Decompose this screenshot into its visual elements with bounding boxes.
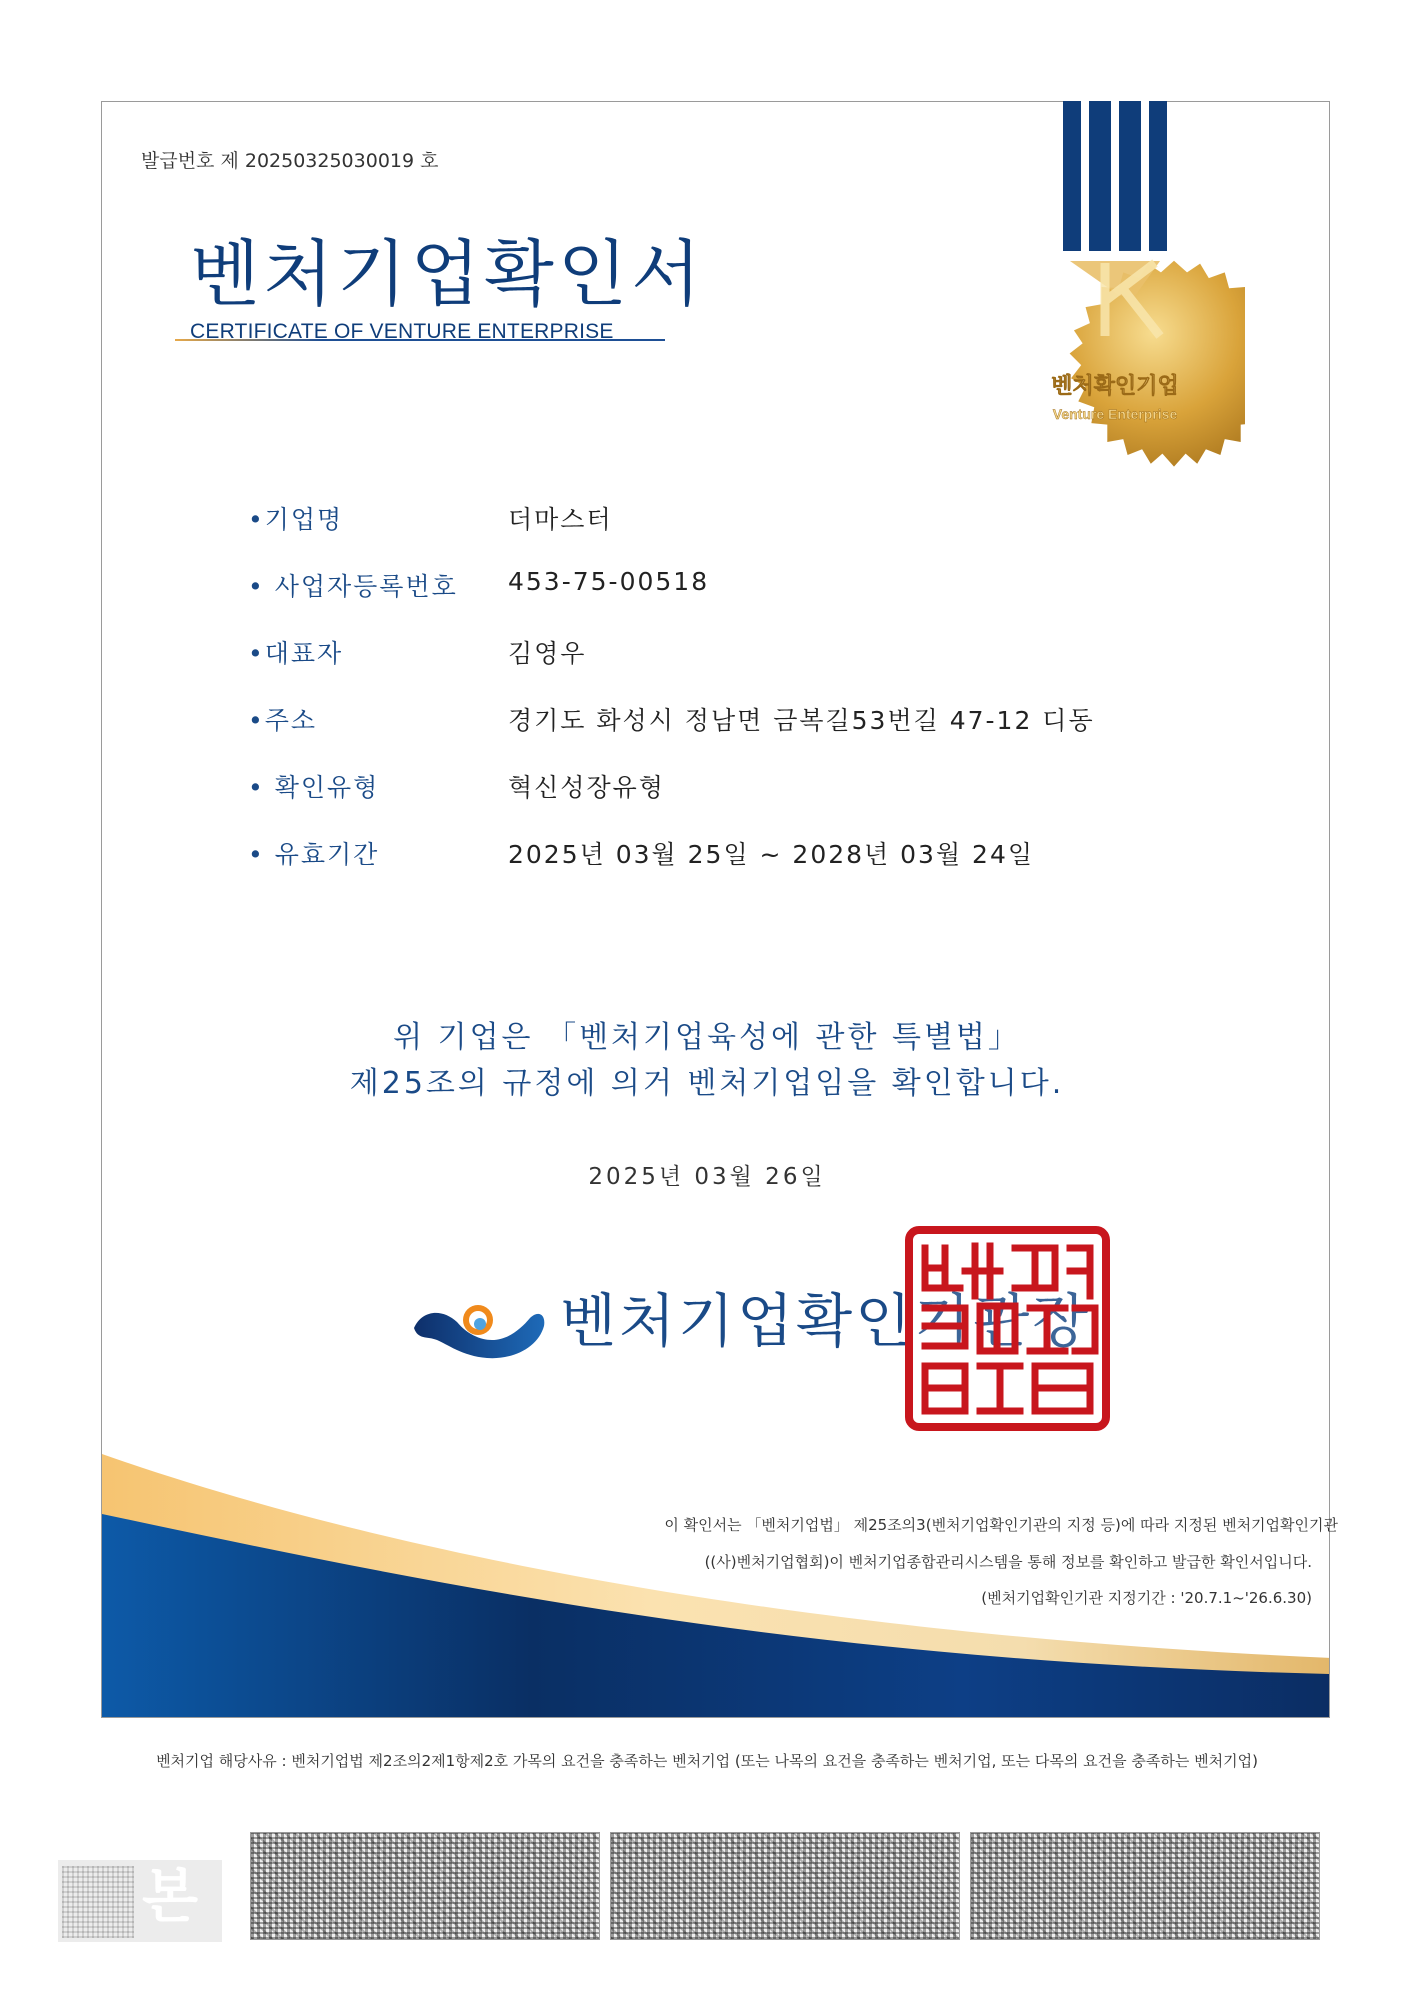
verification-code-3 [970,1832,1320,1940]
copy-badge-pattern [62,1866,134,1938]
verification-code-1 [250,1832,600,1940]
field-label-company: •기업명 [248,505,344,534]
field-label-business-number: • 사업자등록번호 [248,572,458,601]
field-value-address: 경기도 화성시 정남면 금복길53번길 47-12 디동 [508,706,1095,735]
medal-starburst [1070,261,1245,467]
issue-date: 2025년 03월 26일 [588,1164,826,1190]
field-label-address: •주소 [248,706,318,735]
note-line-3: (벤처기업확인기관 지정기간 : '20.7.1~'26.6.30) [981,1589,1312,1607]
note-line-1: 이 확인서는 「벤처기업법」 제25조의3(벤처기업확인기관의 지정 등)에 따라 지정된 벤처기업확인기관 [664,1516,1338,1534]
issuer-logo-icon [412,1300,547,1362]
page-title: 벤처기업확인서 [190,232,705,316]
footer-note: 벤처기업 해당사유 : 벤처기업법 제2조의2제1항제2호 가목의 요건을 충족하는 벤처기업 (또는 나목의 요건을 충족하는 벤처기업, 또는 다목의 요건을 충족하는 벤처기업) [156,1752,1258,1770]
medal-text-ko: 벤처확인기업 [1051,374,1179,399]
issue-number: 발급번호 제 20250325030019 호 [141,150,439,172]
field-label-type: • 확인유형 [248,773,380,802]
official-red-seal-icon [905,1226,1110,1431]
field-value-type: 혁신성장유형 [508,773,665,802]
statement-line-1: 위 기업은 「벤처기업육성에 관한 특별법」 [393,1020,1021,1055]
verification-code-2 [610,1832,960,1940]
note-line-2: ((사)벤처기업협회)이 벤처기업종합관리시스템을 통해 정보를 확인하고 발급한 확인서입니다. [704,1553,1312,1571]
field-value-validity: 2025년 03월 25일 ~ 2028년 03월 24일 [508,840,1035,869]
issuer-name: 벤처기업확인기관장 [560,1287,1092,1355]
page-subtitle: CERTIFICATE OF VENTURE ENTERPRISE [190,320,614,343]
medal-text-en: Venture Enterprise [1052,406,1178,422]
field-value-business-number: 453-75-00518 [508,567,710,596]
gold-medal-seal [985,101,1245,476]
copy-badge-text: 본 [142,1862,199,1930]
statement-line-2: 제25조의 규정에 의거 벤처기업임을 확인합니다. [349,1066,1065,1101]
field-value-representative: 김영우 [508,639,587,668]
field-label-validity: • 유효기간 [248,840,380,869]
field-label-representative: •대표자 [248,639,344,668]
field-value-company: 더마스터 [508,505,613,534]
